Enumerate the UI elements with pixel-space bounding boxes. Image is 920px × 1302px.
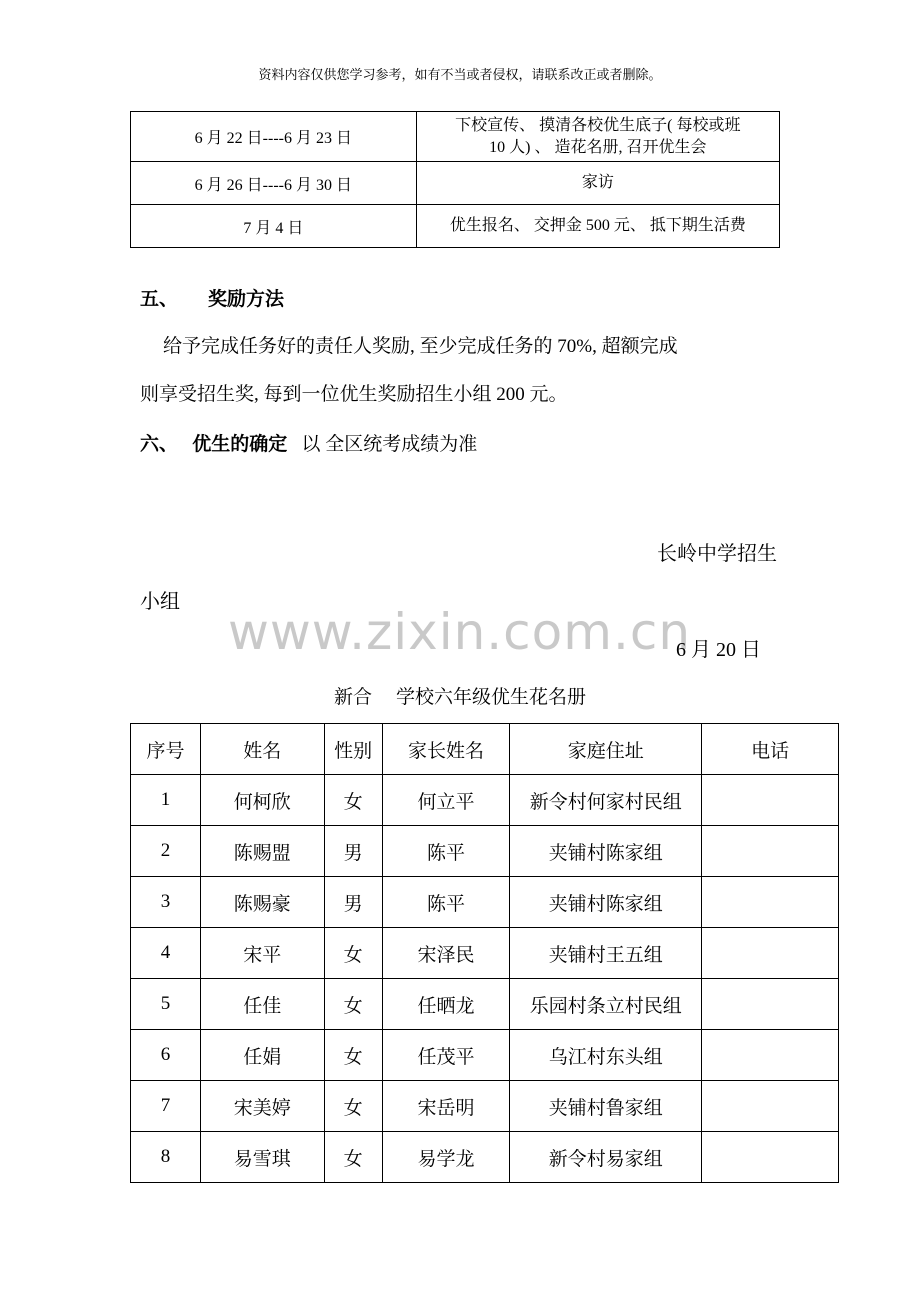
parent-name-cell: 宋岳明 [382, 1081, 510, 1132]
gender-cell: 男 [324, 877, 382, 928]
address-cell: 夹铺村陈家组 [510, 826, 702, 877]
address-cell: 夹铺村陈家组 [510, 877, 702, 928]
schedule-task-line: 10 人) 、 造花名册, 召开优生会 [489, 138, 707, 156]
address-cell: 乌江村东头组 [510, 1030, 702, 1081]
gender-cell: 男 [324, 826, 382, 877]
parent-name-cell: 宋泽民 [382, 928, 510, 979]
phone-cell [702, 1132, 839, 1183]
serial-cell: 7 [131, 1081, 201, 1132]
gender-cell: 女 [324, 928, 382, 979]
address-cell: 新令村易家组 [510, 1132, 702, 1183]
table-row [131, 877, 839, 928]
section-5-heading [140, 284, 284, 311]
name-cell: 宋平 [200, 928, 324, 979]
parent-name-cell: 何立平 [382, 775, 510, 826]
roster-title-text: 学校六年级优生花名册 [396, 687, 587, 708]
section-6-title: 优生的确定 [192, 433, 288, 455]
roster-title-school: 新合 [333, 687, 372, 708]
phone-cell [702, 775, 839, 826]
phone-cell [702, 1030, 839, 1081]
section-6-number: 六、 [140, 433, 179, 455]
signature-date: 6 月 20 日 [676, 639, 761, 661]
serial-cell: 5 [131, 979, 201, 1030]
phone-cell [702, 1081, 839, 1132]
roster-table [130, 723, 839, 1183]
gender-cell: 女 [324, 979, 382, 1030]
table-row [131, 162, 780, 205]
section-5-title: 奖励方法 [208, 288, 285, 310]
parent-name-cell: 陈平 [382, 877, 510, 928]
phone-cell [702, 928, 839, 979]
table-row [131, 826, 839, 877]
parent-name-cell: 易学龙 [382, 1132, 510, 1183]
section-6-text: 以 全区统考成绩为准 [301, 434, 478, 455]
schedule-date: 7 月 4 日 [131, 205, 417, 248]
schedule-task: 优生报名、 交押金 500 元、 抵下期生活费 [416, 205, 779, 248]
serial-cell: 4 [131, 928, 201, 979]
phone-cell [702, 979, 839, 1030]
parent-name-cell: 陈平 [382, 826, 510, 877]
name-cell: 陈赐豪 [200, 877, 324, 928]
name-cell: 任娟 [200, 1030, 324, 1081]
name-cell: 任佳 [200, 979, 324, 1030]
serial-cell: 8 [131, 1132, 201, 1183]
schedule-date: 6 月 26 日----6 月 30 日 [131, 162, 417, 205]
section-5-paragraph-line-1: 给予完成任务好的责任人奖励, 至少完成任务的 70%, 超额完成 [163, 336, 678, 357]
signature-line-2: 小组 [140, 591, 180, 613]
table-row [131, 1030, 839, 1081]
header-cell: 性别 [324, 724, 382, 775]
table-row [131, 928, 839, 979]
name-cell: 何柯欣 [200, 775, 324, 826]
table-row [131, 112, 780, 162]
section-5-number: 五、 [140, 288, 179, 310]
address-cell: 夹铺村鲁家组 [510, 1081, 702, 1132]
signature-line-1: 长岭中学招生 [657, 543, 777, 565]
schedule-task: 家访 [416, 162, 779, 205]
phone-cell [702, 877, 839, 928]
header-cell: 序号 [131, 724, 201, 775]
schedule-date: 6 月 22 日----6 月 23 日 [131, 112, 417, 162]
parent-name-cell: 任晒龙 [382, 979, 510, 1030]
section-5-paragraph-line-2: 则享受招生奖, 每到一位优生奖励招生小组 200 元。 [140, 384, 568, 405]
phone-cell [702, 826, 839, 877]
schedule-table [130, 111, 780, 248]
serial-cell: 2 [131, 826, 201, 877]
gender-cell: 女 [324, 1081, 382, 1132]
gender-cell: 女 [324, 775, 382, 826]
serial-cell: 6 [131, 1030, 201, 1081]
address-cell: 乐园村条立村民组 [510, 979, 702, 1030]
name-cell: 陈赐盟 [200, 826, 324, 877]
page-header-disclaimer: 资料内容仅供您学习参考，如有不当或者侵权，请联系改正或者删除。 [258, 67, 662, 82]
serial-cell: 1 [131, 775, 201, 826]
table-row [131, 1081, 839, 1132]
gender-cell: 女 [324, 1030, 382, 1081]
name-cell: 宋美婷 [200, 1081, 324, 1132]
header-cell: 家长姓名 [382, 724, 510, 775]
table-row [131, 979, 839, 1030]
header-cell: 家庭住址 [510, 724, 702, 775]
gender-cell: 女 [324, 1132, 382, 1183]
serial-cell: 3 [131, 877, 201, 928]
parent-name-cell: 任茂平 [382, 1030, 510, 1081]
table-row [131, 775, 839, 826]
name-cell: 易雪琪 [200, 1132, 324, 1183]
address-cell: 新令村何家村民组 [510, 775, 702, 826]
address-cell: 夹铺村王五组 [510, 928, 702, 979]
header-cell: 电话 [702, 724, 839, 775]
section-6-heading [140, 420, 477, 469]
table-header-row [131, 724, 839, 775]
table-row [131, 205, 780, 248]
watermark: www.zixin.com.cn [228, 603, 692, 661]
header-cell: 姓名 [200, 724, 324, 775]
table-row [131, 1132, 839, 1183]
roster-body [131, 775, 839, 1183]
schedule-task [416, 112, 779, 162]
schedule-task-line: 下校宣传、 摸清各校优生底子( 每校或班 [455, 116, 741, 134]
roster-title [0, 676, 920, 720]
